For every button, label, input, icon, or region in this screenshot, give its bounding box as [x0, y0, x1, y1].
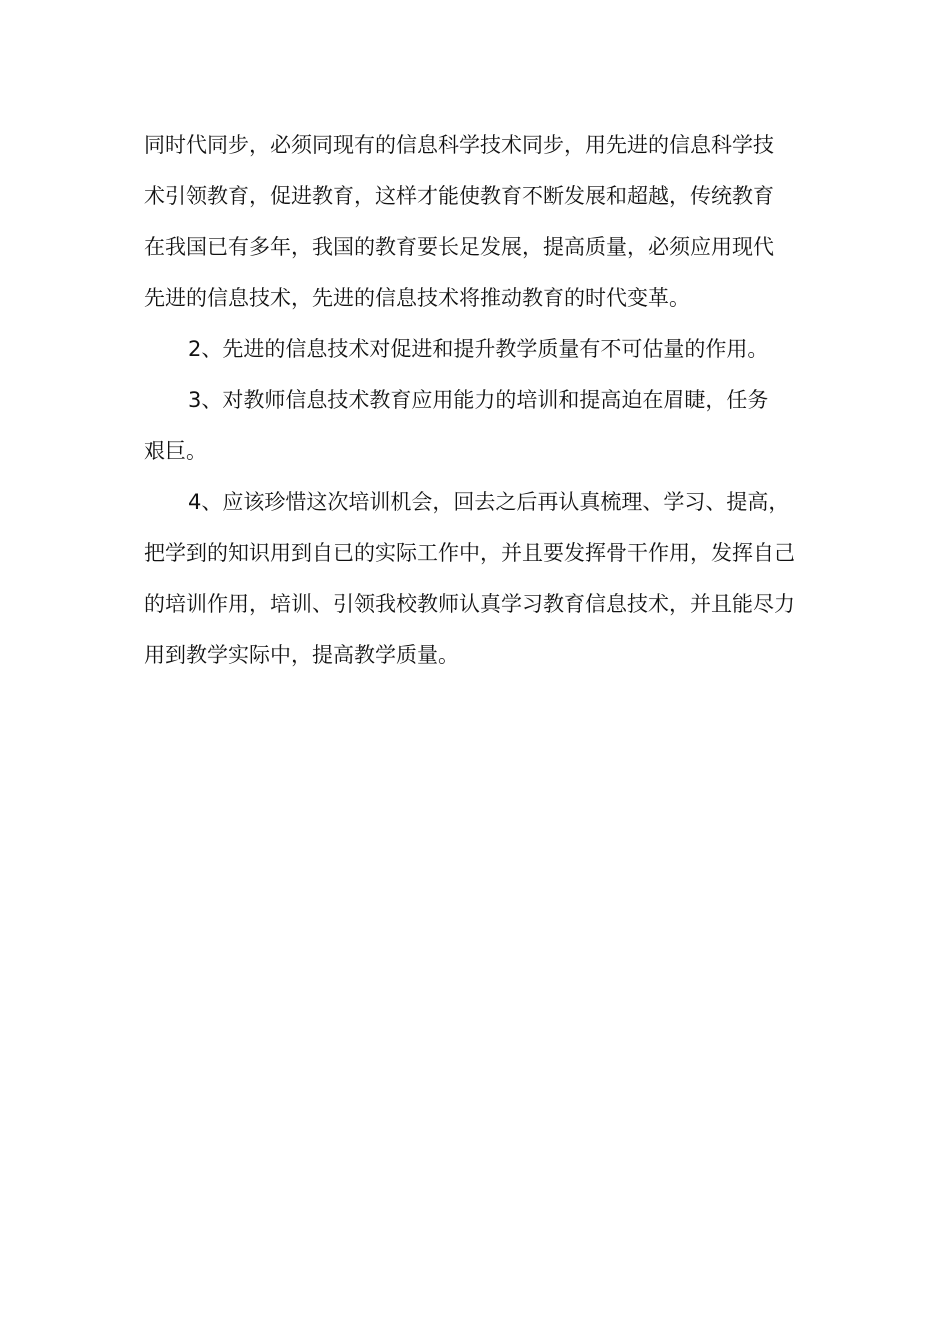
text-line: 把学到的知识用到自已的实际工作中，并且要发挥骨干作用，发挥自己 [144, 541, 795, 565]
text-line: 2、先进的信息技术对促进和提升教学质量有不可估量的作用。 [188, 337, 769, 361]
text-line: 用到教学实际中，提高教学质量。 [144, 643, 459, 667]
text-line: 同时代同步，必须同现有的信息科学技术同步，用先进的信息科学技 [144, 133, 774, 157]
text-line: 3、对教师信息技术教育应用能力的培训和提高迫在眉睫，任务 [188, 388, 769, 412]
text-line: 先进的信息技术，先进的信息技术将推动教育的时代变革。 [144, 286, 690, 310]
paragraph-3 [144, 375, 824, 477]
document-body [144, 120, 824, 681]
text-line: 术引领教育，促进教育，这样才能使教育不断发展和超越，传统教育 [144, 184, 774, 208]
text-line: 4、应该珍惜这次培训机会，回去之后再认真梳理、学习、提高， [188, 490, 790, 514]
text-line: 在我国已有多年，我国的教育要长足发展，提高质量，必须应用现代 [144, 235, 774, 259]
paragraph-2 [144, 324, 824, 375]
paragraph-1 [144, 120, 824, 324]
paragraph-4 [144, 477, 824, 681]
text-line: 艰巨。 [144, 439, 207, 463]
text-line: 的培训作用，培训、引领我校教师认真学习教育信息技术，并且能尽力 [144, 592, 795, 616]
